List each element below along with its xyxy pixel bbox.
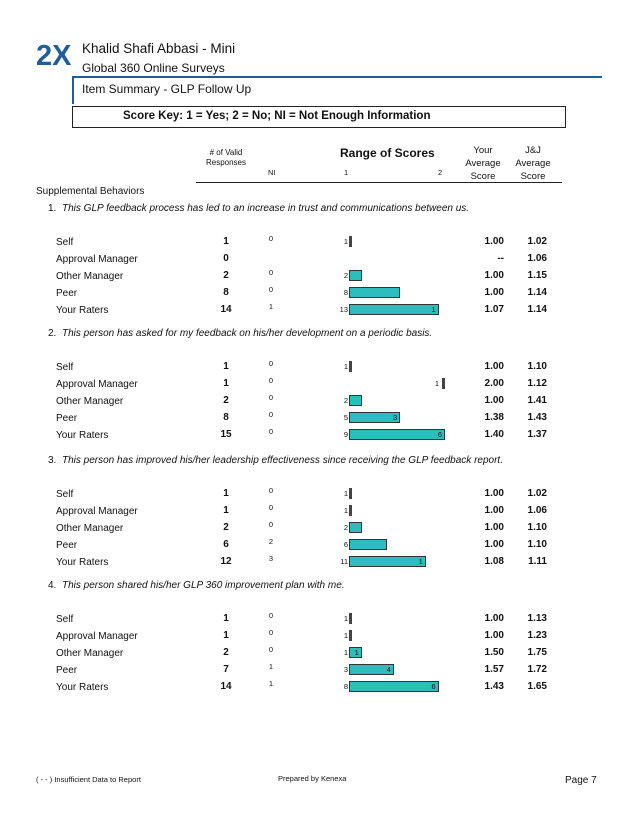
question-text: This person has asked for my feedback on his/her development on a periodic basis. <box>62 328 433 339</box>
your-average-score: 1.08 <box>484 556 504 567</box>
jj-average-score: 1.41 <box>527 395 547 406</box>
no-count-label: 6 <box>431 682 436 691</box>
rater-group-label: Self <box>56 362 74 373</box>
range-of-scores-header: Range of Scores <box>340 146 435 160</box>
your-average-score: 1.07 <box>484 304 504 315</box>
jj-average-score: 1.13 <box>527 613 547 624</box>
your-average-score: 1.00 <box>484 488 504 499</box>
your-average-header-line1: Your <box>473 145 493 156</box>
report-section-title: Item Summary - GLP Follow Up <box>82 82 252 96</box>
jj-average-score: 1.15 <box>527 270 547 281</box>
your-average-header-line3: Score <box>470 171 496 182</box>
rater-group-label: Self <box>56 489 74 500</box>
rater-group-label: Peer <box>56 413 78 424</box>
svg-text:2X: 2X <box>36 40 72 70</box>
jj-average-score: 1.02 <box>527 488 547 499</box>
ni-count: 3 <box>268 554 274 563</box>
valid-responses-count: 2 <box>223 395 229 406</box>
rater-group-label: Other Manager <box>56 648 124 659</box>
score-bar <box>349 287 400 298</box>
score-bar-tick <box>349 613 352 624</box>
valid-responses-count: 12 <box>220 556 232 567</box>
score-bar-tick <box>349 236 352 247</box>
score-bar <box>349 522 362 533</box>
no-count-label: 1 <box>354 648 359 657</box>
your-average-score: 2.00 <box>484 378 504 389</box>
valid-responses-count: 2 <box>223 522 229 533</box>
header-divider <box>72 76 602 78</box>
no-count-label: 1 <box>418 557 423 566</box>
header-vertical-divider <box>72 76 74 104</box>
ni-count: 0 <box>268 359 274 368</box>
rater-group-label: Approval Manager <box>56 254 138 265</box>
score-bar <box>349 681 439 692</box>
survey-name: Global 360 Online Surveys <box>82 61 225 75</box>
your-average-score: 1.00 <box>484 613 504 624</box>
rater-group-label: Other Manager <box>56 396 124 407</box>
jj-average-header-line3: Score <box>520 171 546 182</box>
score-bar-tick <box>442 378 445 389</box>
your-average-score: 1.00 <box>484 236 504 247</box>
jj-average-score: 1.12 <box>527 378 547 389</box>
question-number: 3. <box>48 455 57 466</box>
ni-count: 0 <box>268 645 274 654</box>
yes-count-label: 9 <box>343 430 348 439</box>
yes-count-label: 2 <box>343 271 348 280</box>
jj-average-score: 1.02 <box>527 236 547 247</box>
valid-responses-count: 6 <box>223 539 229 550</box>
no-count-label: 1 <box>431 305 436 314</box>
jj-average-header-line1: J&J <box>525 145 541 156</box>
scale-2-label: 2 <box>438 168 443 177</box>
your-average-score: 1.00 <box>484 361 504 372</box>
valid-responses-count: 0 <box>223 253 229 264</box>
yes-count-label: 11 <box>340 557 348 566</box>
your-average-score: 1.38 <box>484 412 504 423</box>
ni-count: 0 <box>268 628 274 637</box>
valid-responses-count: 14 <box>220 681 232 692</box>
your-average-score: 1.00 <box>484 539 504 550</box>
yes-count-label: 6 <box>343 540 348 549</box>
ni-header: NI <box>268 168 276 177</box>
column-header-rule <box>196 182 562 183</box>
ni-count: 0 <box>268 427 274 436</box>
valid-responses-count: 2 <box>223 270 229 281</box>
your-average-score: 1.00 <box>484 270 504 281</box>
jj-average-score: 1.10 <box>527 539 547 550</box>
rater-group-label: Your Raters <box>56 682 109 693</box>
valid-responses-count: 1 <box>223 613 229 624</box>
yes-count-label: 13 <box>339 305 348 314</box>
valid-responses-count: 1 <box>223 378 229 389</box>
yes-count-label: 5 <box>343 413 348 422</box>
your-average-score: 1.00 <box>484 395 504 406</box>
rater-group-label: Your Raters <box>56 557 109 568</box>
score-bar <box>349 304 439 315</box>
jj-average-score: 1.14 <box>527 304 547 315</box>
ni-count: 1 <box>268 662 274 671</box>
report-subject-name: Khalid Shafi Abbasi - Mini <box>82 41 236 56</box>
valid-responses-count: 15 <box>220 429 232 440</box>
yes-count-label: 1 <box>343 237 348 246</box>
ni-count: 0 <box>268 376 274 385</box>
score-bar-tick <box>349 361 352 372</box>
question-text: This person shared his/her GLP 360 improvement plan with me. <box>62 580 345 591</box>
footer-prepared-by: Prepared by Kenexa <box>278 774 347 783</box>
yes-count-label: 1 <box>343 648 348 657</box>
rater-group-label: Self <box>56 237 74 248</box>
no-count-label: 4 <box>386 665 391 674</box>
your-average-header <box>460 144 506 183</box>
jj-average-score: 1.23 <box>527 630 547 641</box>
valid-responses-count: 14 <box>220 304 232 315</box>
score-bar <box>349 270 362 281</box>
question-number: 1. <box>48 203 57 214</box>
valid-responses-count: 1 <box>223 236 229 247</box>
your-average-score: 1.00 <box>484 630 504 641</box>
no-count-label: 6 <box>437 430 442 439</box>
jj-average-header-line2: Average <box>515 158 551 169</box>
question-text: This GLP feedback process has led to an increase in trust and communications between us. <box>62 203 470 214</box>
yes-count-label: 2 <box>343 523 348 532</box>
scale-1-label: 1 <box>344 168 349 177</box>
score-bar <box>349 556 426 567</box>
section-title: Supplemental Behaviors <box>36 186 145 197</box>
ni-count: 0 <box>268 520 274 529</box>
score-bar-tick <box>349 630 352 641</box>
ni-count: 0 <box>268 285 274 294</box>
valid-responses-count: 1 <box>223 630 229 641</box>
score-bar-tick <box>349 505 352 516</box>
valid-responses-count: 8 <box>223 287 229 298</box>
jj-average-score: 1.06 <box>527 505 547 516</box>
valid-responses-header-line2: Responses <box>205 158 247 167</box>
ni-count: 1 <box>268 679 274 688</box>
score-key-box: Score Key: 1 = Yes; 2 = No; NI = Not Enough Information <box>72 106 566 128</box>
score-bar <box>349 395 362 406</box>
ni-count: 0 <box>268 503 274 512</box>
jj-average-score: 1.37 <box>527 429 547 440</box>
valid-responses-count: 2 <box>223 647 229 658</box>
ni-count: 0 <box>268 410 274 419</box>
jj-average-score: 1.10 <box>527 361 547 372</box>
jj-average-score: 1.11 <box>528 556 547 567</box>
jj-average-score: 1.75 <box>527 647 547 658</box>
question-number: 2. <box>48 328 57 339</box>
rater-group-label: Approval Manager <box>56 379 138 390</box>
valid-responses-count: 1 <box>223 361 229 372</box>
rater-group-label: Other Manager <box>56 523 124 534</box>
your-average-header-line2: Average <box>465 158 501 169</box>
jj-average-score: 1.14 <box>527 287 547 298</box>
yes-count-label: 1 <box>343 506 348 515</box>
valid-responses-count: 8 <box>223 412 229 423</box>
rater-group-label: Peer <box>56 665 78 676</box>
score-bar-tick <box>349 488 352 499</box>
your-average-score: 1.00 <box>484 505 504 516</box>
rater-group-label: Self <box>56 614 74 625</box>
ni-count: 1 <box>268 302 274 311</box>
ni-count: 0 <box>268 486 274 495</box>
rater-group-label: Peer <box>56 540 78 551</box>
valid-responses-count: 1 <box>223 505 229 516</box>
no-count-label: 1 <box>434 379 439 388</box>
valid-responses-header-line1: # of Valid <box>209 148 243 157</box>
valid-responses-count: 7 <box>223 664 229 675</box>
jj-average-score: 1.43 <box>527 412 547 423</box>
yes-count-label: 8 <box>343 288 348 297</box>
rater-group-label: Your Raters <box>56 305 109 316</box>
footer-note: ( - - ) Insufficient Data to Report <box>36 775 141 784</box>
question-number: 4. <box>48 580 57 591</box>
yes-count-label: 1 <box>343 362 348 371</box>
page-number: Page 7 <box>565 775 597 786</box>
your-average-score: 1.00 <box>484 522 504 533</box>
your-average-score: 1.57 <box>484 664 504 675</box>
your-average-score: 1.50 <box>484 647 504 658</box>
jj-average-header <box>510 144 556 183</box>
no-count-label: 3 <box>393 413 398 422</box>
jj-average-score: 1.72 <box>527 664 547 675</box>
rater-group-label: Other Manager <box>56 271 124 282</box>
yes-count-label: 1 <box>343 489 348 498</box>
rater-group-label: Approval Manager <box>56 506 138 517</box>
your-average-score: 1.40 <box>484 429 504 440</box>
jj-average-score: 1.06 <box>527 253 547 264</box>
rater-group-label: Your Raters <box>56 430 109 441</box>
score-bar <box>349 539 387 550</box>
logo-2x <box>36 38 72 70</box>
yes-count-label: 1 <box>343 631 348 640</box>
ni-count: 2 <box>268 537 274 546</box>
jj-average-score: 1.10 <box>527 522 547 533</box>
yes-count-label: 3 <box>343 665 348 674</box>
score-bar <box>349 429 445 440</box>
your-average-score: -- <box>497 253 504 264</box>
valid-responses-header <box>198 148 254 168</box>
rater-group-label: Peer <box>56 288 78 299</box>
yes-count-label: 1 <box>343 614 348 623</box>
yes-count-label: 8 <box>343 682 348 691</box>
yes-count-label: 2 <box>343 396 348 405</box>
jj-average-score: 1.65 <box>527 681 547 692</box>
ni-count: 0 <box>268 393 274 402</box>
question-text: This person has improved his/her leadership effectiveness since receiving the GLP feedback report. <box>62 455 503 466</box>
your-average-score: 1.00 <box>484 287 504 298</box>
your-average-score: 1.43 <box>484 681 504 692</box>
ni-count: 0 <box>268 234 274 243</box>
rater-group-label: Approval Manager <box>56 631 138 642</box>
valid-responses-count: 1 <box>223 488 229 499</box>
ni-count: 0 <box>268 268 274 277</box>
ni-count: 0 <box>268 611 274 620</box>
